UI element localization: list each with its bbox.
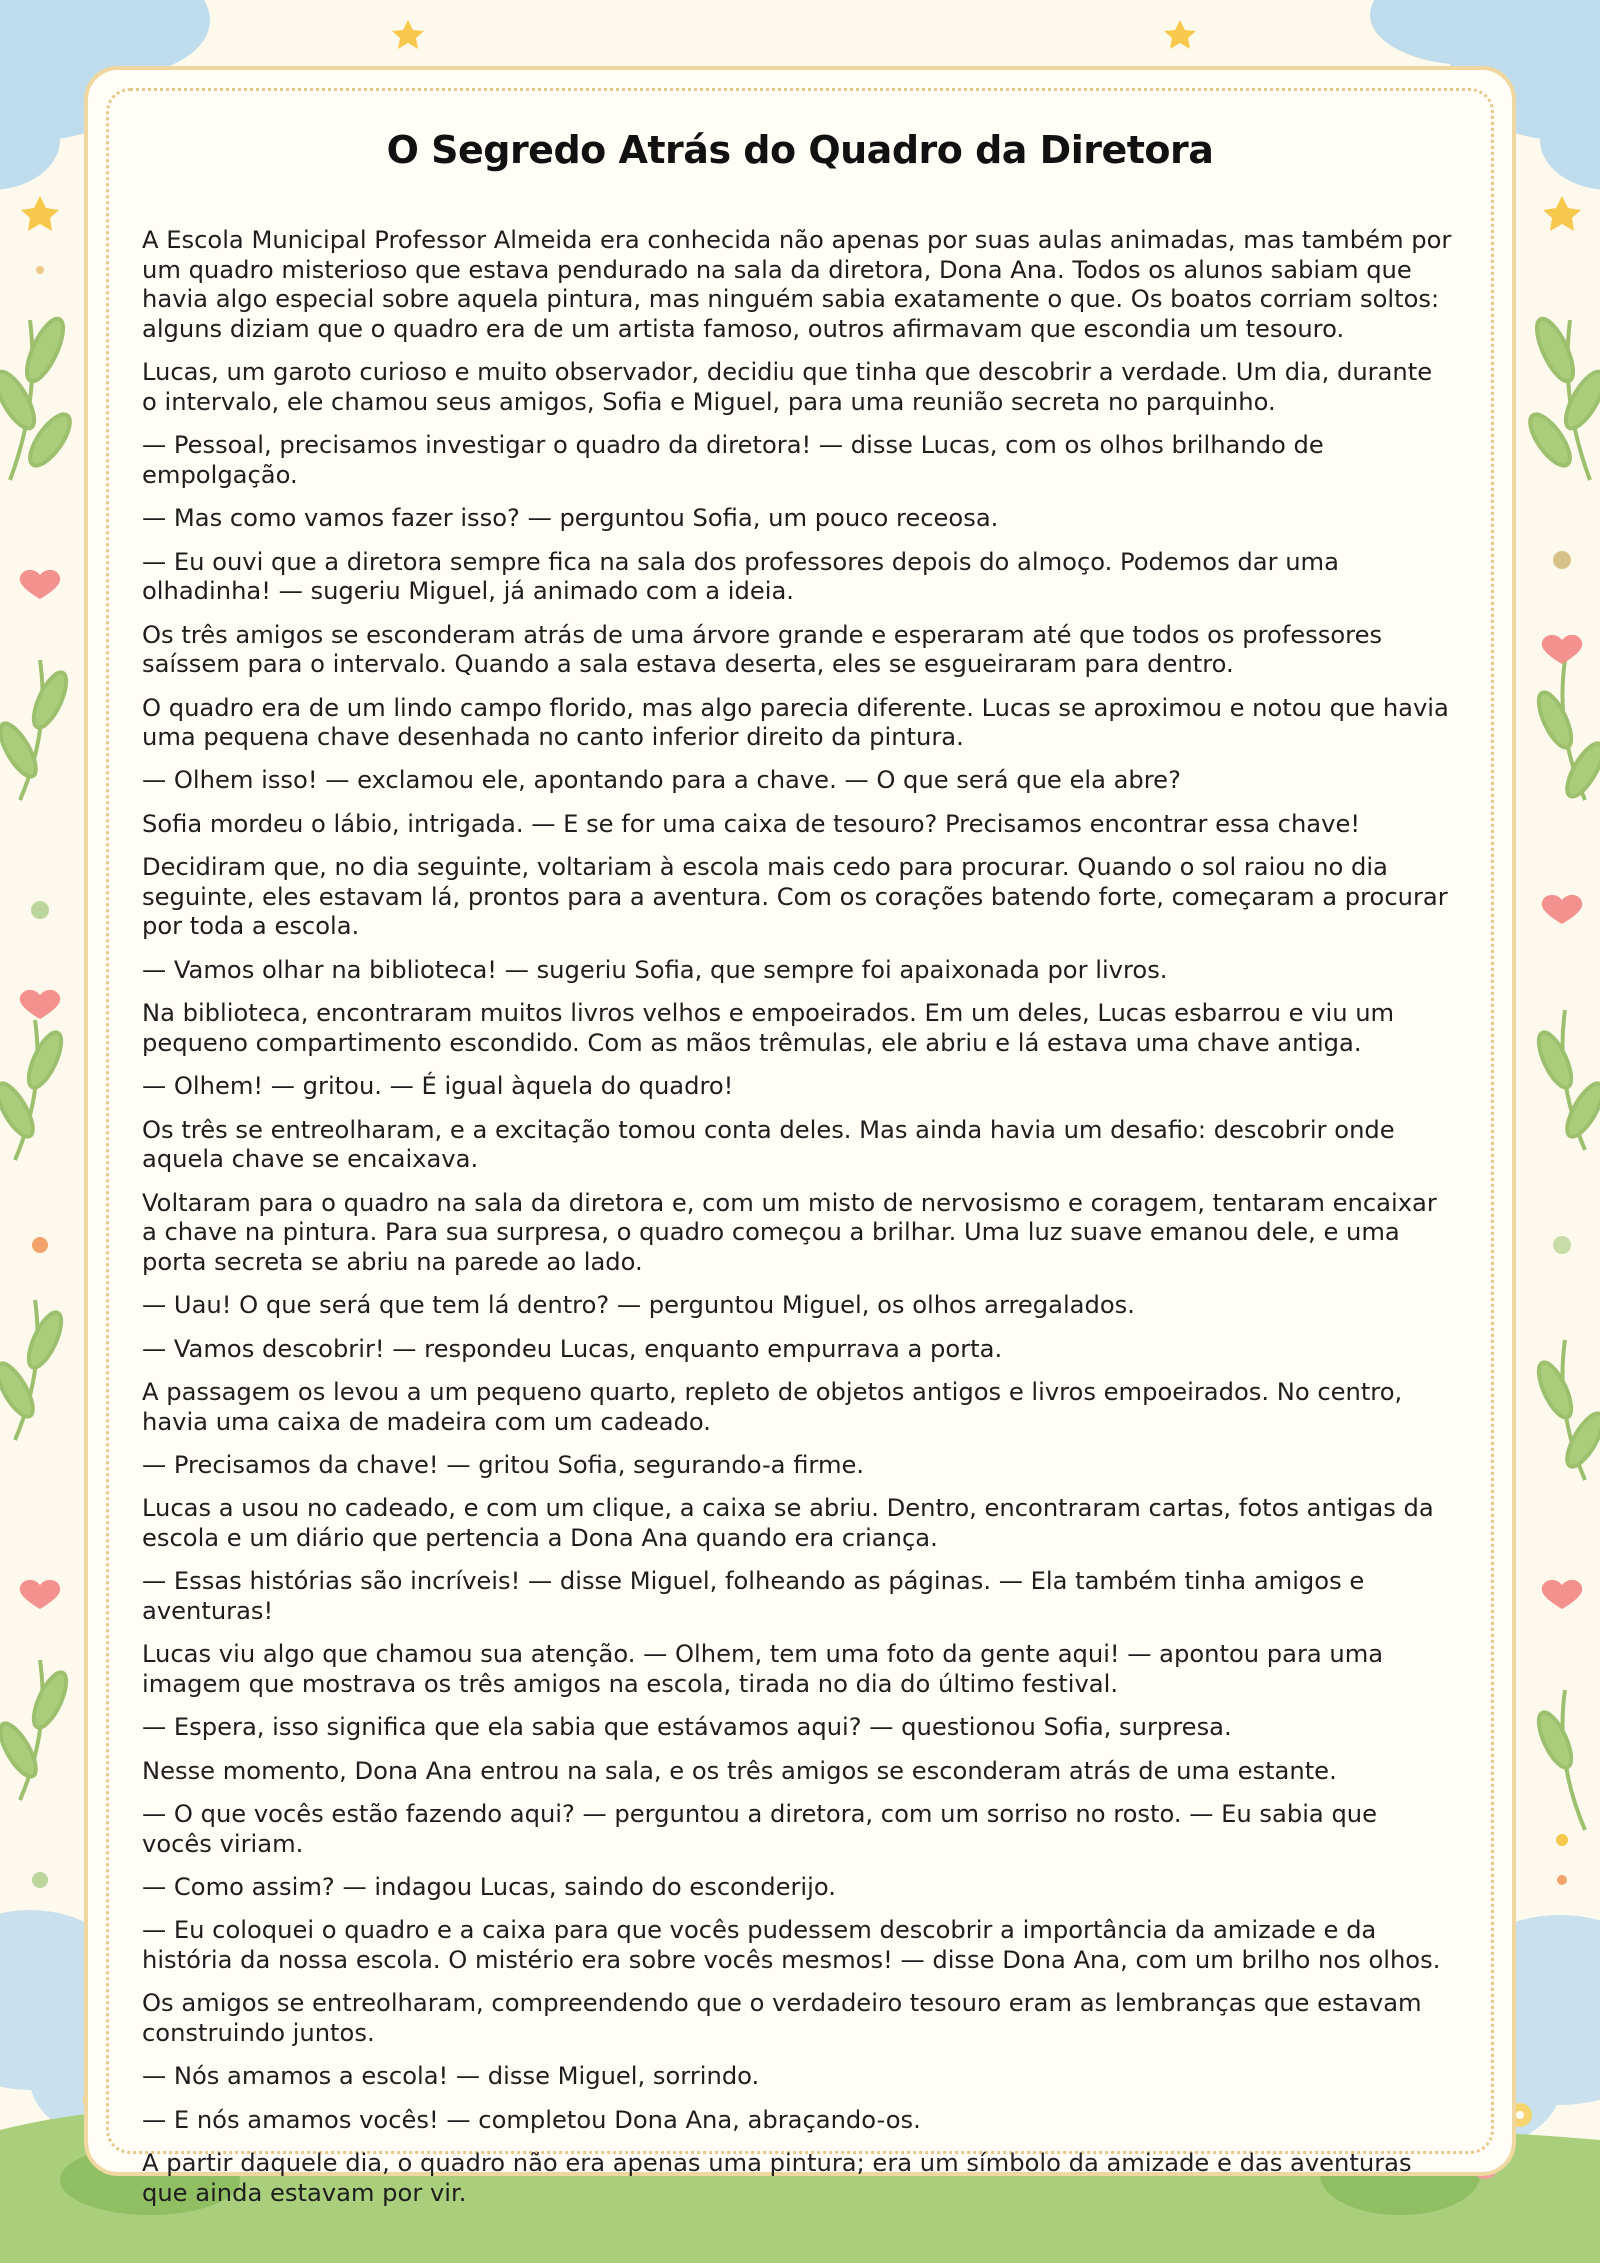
paragraph: — O que vocês estão fazendo aqui? — perguntou a diretora, com um sorriso no rosto. — Eu sabia que vocês viriam. [142, 1800, 1378, 1858]
story-body [142, 226, 1452, 2222]
paragraph: Na biblioteca, encontraram muitos livros velhos e empoeirados. Em um deles, Lucas esbarrou e viu um pequeno compartimento escondido. Com as mãos trêmulas, ele abriu e lá estava uma chave antiga. [142, 999, 1395, 1057]
paragraph: Lucas a usou no cadeado, e com um clique, a caixa se abriu. Dentro, encontraram cartas, fotos antigas da escola e um diário que pertencia a Dona Ana quando era criança. [142, 1494, 1434, 1552]
paragraph: — Mas como vamos fazer isso? — perguntou Sofia, um pouco receosa. [142, 504, 999, 533]
paragraph: Os amigos se entreolharam, compreendendo que o verdadeiro tesouro eram as lembranças que estavam construindo juntos. [142, 1989, 1422, 2048]
paragraph: — Como assim? — indagou Lucas, saindo do esconderijo. [142, 1873, 836, 1902]
paragraph: Sofia mordeu o lábio, intrigada. — E se for uma caixa de tesouro? Precisamos encontrar essa chave! [142, 809, 1361, 838]
paragraph: Os três se entreolharam, e a excitação tomou conta deles. Mas ainda havia um desafio: descobrir onde aquela chave se encaixava. [142, 1115, 1395, 1174]
page-title: O Segredo Atrás do Quadro da Diretora [386, 128, 1214, 172]
paragraph: — E nós amamos vocês! — completou Dona Ana, abraçando-os. [142, 2105, 921, 2134]
paragraph: — Eu coloquei o quadro e a caixa para que vocês pudessem descobrir a importância da amizade e da história da nossa escola. O mistério era sobre vocês mesmos! — disse Dona Ana, com um brilho nos olhos. [142, 1916, 1441, 1975]
paragraph: — Espera, isso significa que ela sabia que estávamos aqui? — questionou Sofia, surpresa. [142, 1713, 1232, 1742]
paragraph: Decidiram que, no dia seguinte, voltariam à escola mais cedo para procurar. Quando o sol raiou no dia seguinte, eles estavam lá, prontos para a aventura. Com os corações batendo forte, começaram a procurar por toda a escola. [142, 853, 1448, 941]
paragraph: Lucas viu algo que chamou sua atenção. — Olhem, tem uma foto da gente aqui! — apontou para uma imagem que mostrava os três amigos na escola, tirada no dia do último festival. [142, 1640, 1384, 1698]
paragraph: — Olhem isso! — exclamou ele, apontando para a chave. — O que será que ela abre? [142, 766, 1181, 795]
paragraph: — Vamos olhar na biblioteca! — sugeriu Sofia, que sempre foi apaixonada por livros. [142, 955, 1168, 984]
paragraph: O quadro era de um lindo campo florido, mas algo parecia diferente. Lucas se aproximou e notou que havia uma pequena chave desenhada no canto inferior direito da pintura. [142, 693, 1449, 752]
paragraph: Nesse momento, Dona Ana entrou na sala, e os três amigos se esconderam atrás de uma estante. [142, 1756, 1337, 1785]
paragraph: Os três amigos se esconderam atrás de uma árvore grande e esperaram até que todos os professores saíssem para o intervalo. Quando a sala estava deserta, eles se esgueiraram para dentro. [142, 620, 1383, 679]
paragraph: A Escola Municipal Professor Almeida era conhecida não apenas por suas aulas animadas, mas também por um quadro misterioso que estava pendurado na sala da diretora, Dona Ana. Todos os alunos sabiam que havia algo especial sobre aquela pintura, mas ninguém sabia exatamente o que. Os boatos corriam soltos: alguns diziam que o quadro era de um artista famoso, outros afirmavam que escondia um tesouro. [142, 226, 1452, 343]
paragraph: — Nós amamos a escola! — disse Miguel, sorrindo. [142, 2062, 760, 2091]
paragraph: A passagem os levou a um pequeno quarto, repleto de objetos antigos e livros empoeirados. No centro, havia uma caixa de madeira com um cadeado. [142, 1377, 1403, 1436]
paragraph: — Uau! O que será que tem lá dentro? — perguntou Miguel, os olhos arregalados. [142, 1291, 1135, 1320]
paragraph: — Vamos descobrir! — respondeu Lucas, enquanto empurrava a porta. [142, 1334, 1003, 1363]
leaf-branch-left [0, 314, 77, 1800]
paragraph: — Precisamos da chave! — gritou Sofia, segurando-a firme. [142, 1450, 865, 1479]
paragraph: A partir daquele dia, o quadro não era apenas uma pintura; era um símbolo da amizade e das aventuras que ainda estavam por vir. [142, 2149, 1412, 2207]
paragraph: Lucas, um garoto curioso e muito observador, decidiu que tinha que descobrir a verdade. Um dia, durante o intervalo, ele chamou seus amigos, Sofia e Miguel, para uma reunião secreta no parquinho. [142, 358, 1433, 416]
paragraph: — Eu ouvi que a diretora sempre fica na sala dos professores depois do almoço. Podemos dar uma olhadinha! — sugeriu Miguel, já animado com a ideia. [142, 547, 1339, 606]
paragraph: — Olhem! — gritou. — É igual àquela do quadro! [142, 1072, 734, 1101]
paragraph: — Essas histórias são incríveis! — disse Miguel, folheando as páginas. — Ela também tinha amigos e aventuras! [142, 1567, 1365, 1625]
paragraph: Voltaram para o quadro na sala da diretora e, com um misto de nervosismo e coragem, tentaram encaixar a chave na pintura. Para sua surpresa, o quadro começou a brilhar. Uma luz suave emanou dele, e uma porta secreta se abriu na parede ao lado. [142, 1188, 1437, 1276]
paragraph: — Pessoal, precisamos investigar o quadro da diretora! — disse Lucas, com os olhos brilhando de empolgação. [142, 431, 1324, 489]
